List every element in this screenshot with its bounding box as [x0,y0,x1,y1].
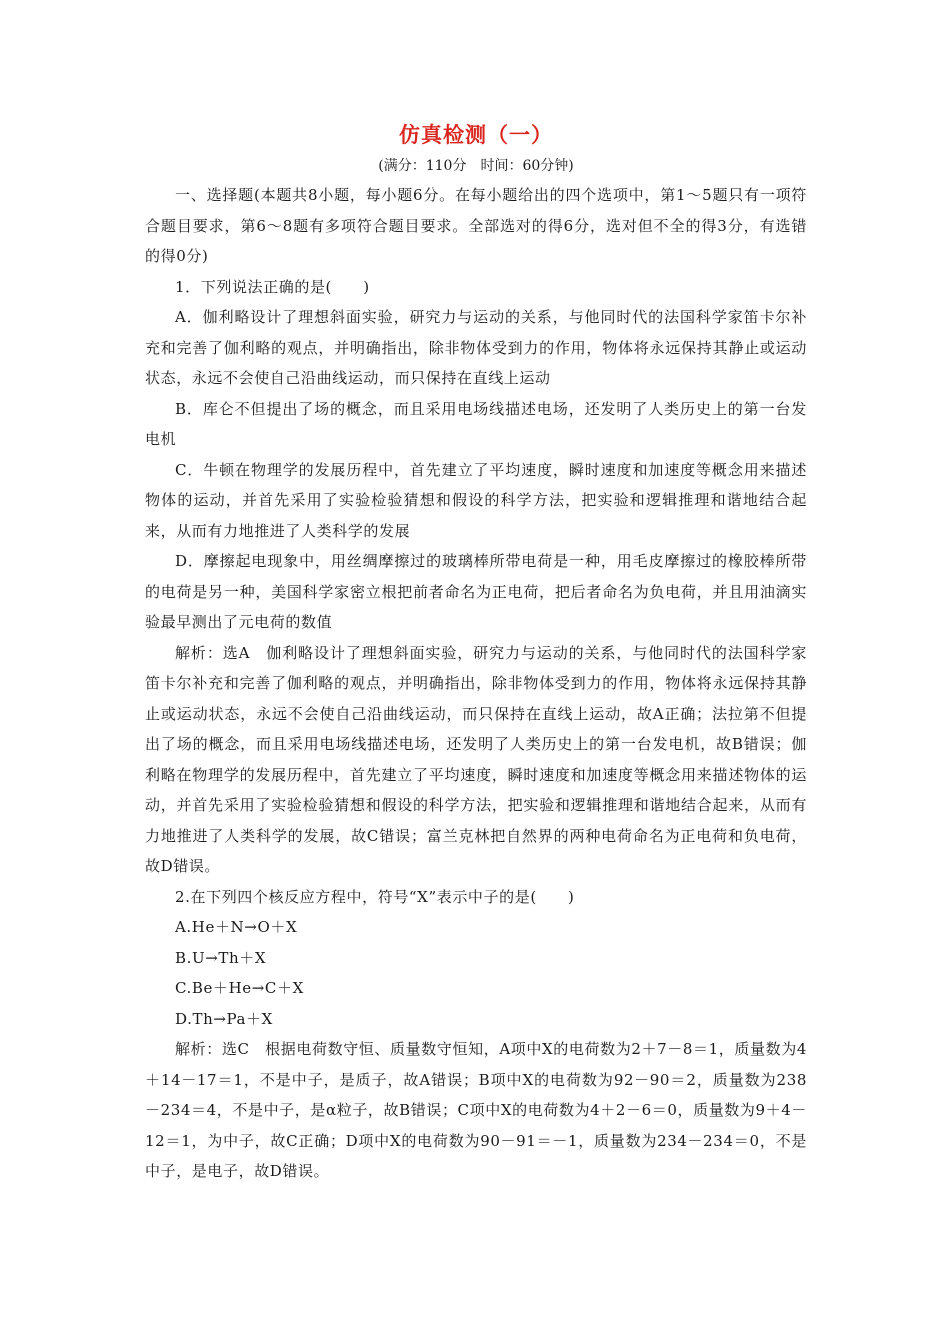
q2-option-a: A.He＋N→O＋X [175,918,298,936]
document-page [145,120,807,1187]
q2-option-b: B.U→Th＋X [175,948,267,967]
q2-option-d: D.Th→Pa＋X [175,1009,273,1028]
q2-stem: 2.在下列四个核反应方程中，符号“X”表示中子的是( ) [175,887,575,906]
q1-option-a: A．伽利略设计了理想斜面实验，研究力与运动的关系，与他同时代的法国科学家笛卡尔补充和完善了伽利略的观点，并明确指出，除非物体受到力的作用，物体将永远保持其静止或运动状态，永远不会使自己沿曲线运动，而只保持在直线上运动 [145,308,807,387]
q1-option-b: B．库仑不但提出了场的概念，而且采用电场线描述电场，还发明了人类历史上的第一台发电机 [145,399,807,448]
q2-option-c: C.Be＋He→C＋X [175,979,304,997]
q1-option-d: D．摩擦起电现象中，用丝绸摩擦过的玻璃棒所带电荷是一种，用毛皮摩擦过的橡胶棒所带的电荷是另一种，美国科学家密立根把前者命名为正电荷，把后者命名为负电荷，并且用油滴实验最早测出了元电荷的数值 [145,552,807,631]
q1-stem: 1．下列说法正确的是( ) [175,277,370,296]
page-title: 仿真检测（一） [399,122,553,147]
q1-option-c: C．牛顿在物理学的发展历程中，首先建立了平均速度，瞬时速度和加速度等概念用来描述物体的运动，并首先采用了实验检验猜想和假设的科学方法，把实验和逻辑推理和谐地结合起来，从而有力地推进了人类科学的发展 [145,460,807,540]
section-intro: 一、选择题(本题共8小题，每小题6分。在每小题给出的四个选项中，第1～5题只有一项符合题目要求，第6～8题有多项符合题目要求。全部选对的得6分，选对但不全的得3分，有选错的得0分) [145,186,807,265]
score-time-info: (满分：110分 时间：60分钟) [378,158,574,174]
q2-analysis: 解析：选C 根据电荷数守恒、质量数守恒知，A项中X的电荷数为2＋7－8＝1，质量数为4＋14－17＝1，不是中子，是质子，故A错误；B项中X的电荷数为92－90＝2，质量数为238－234＝4，不是中子，是α粒子，故B错误；C项中X的电荷数为4＋2－6＝0，质量数为9＋4－12＝1，为中子，故C正确；D项中X的电荷数为90－91＝－1，质量数为234－234＝0，不是中子，是电子，故D错误。 [145,1040,807,1180]
q1-analysis: 解析：选A 伽利略设计了理想斜面实验，研究力与运动的关系，与他同时代的法国科学家笛卡尔补充和完善了伽利略的观点，并明确指出，除非物体受到力的作用，物体将永远保持其静止或运动状态，永远不会使自己沿曲线运动，而只保持在直线上运动，故A正确；法拉第不但提出了场的概念，而且采用电场线描述电场，还发明了人类历史上的第一台发电机，故B错误；伽利略在物理学的发展历程中，首先建立了平均速度，瞬时速度和加速度等概念用来描述物体的运动，并首先采用了实验检验猜想和假设的科学方法，把实验和逻辑推理和谐地结合起来，从而有力地推进了人类科学的发展，故C错误；富兰克林把自然界的两种电荷命名为正电荷和负电荷，故D错误。 [145,643,807,875]
